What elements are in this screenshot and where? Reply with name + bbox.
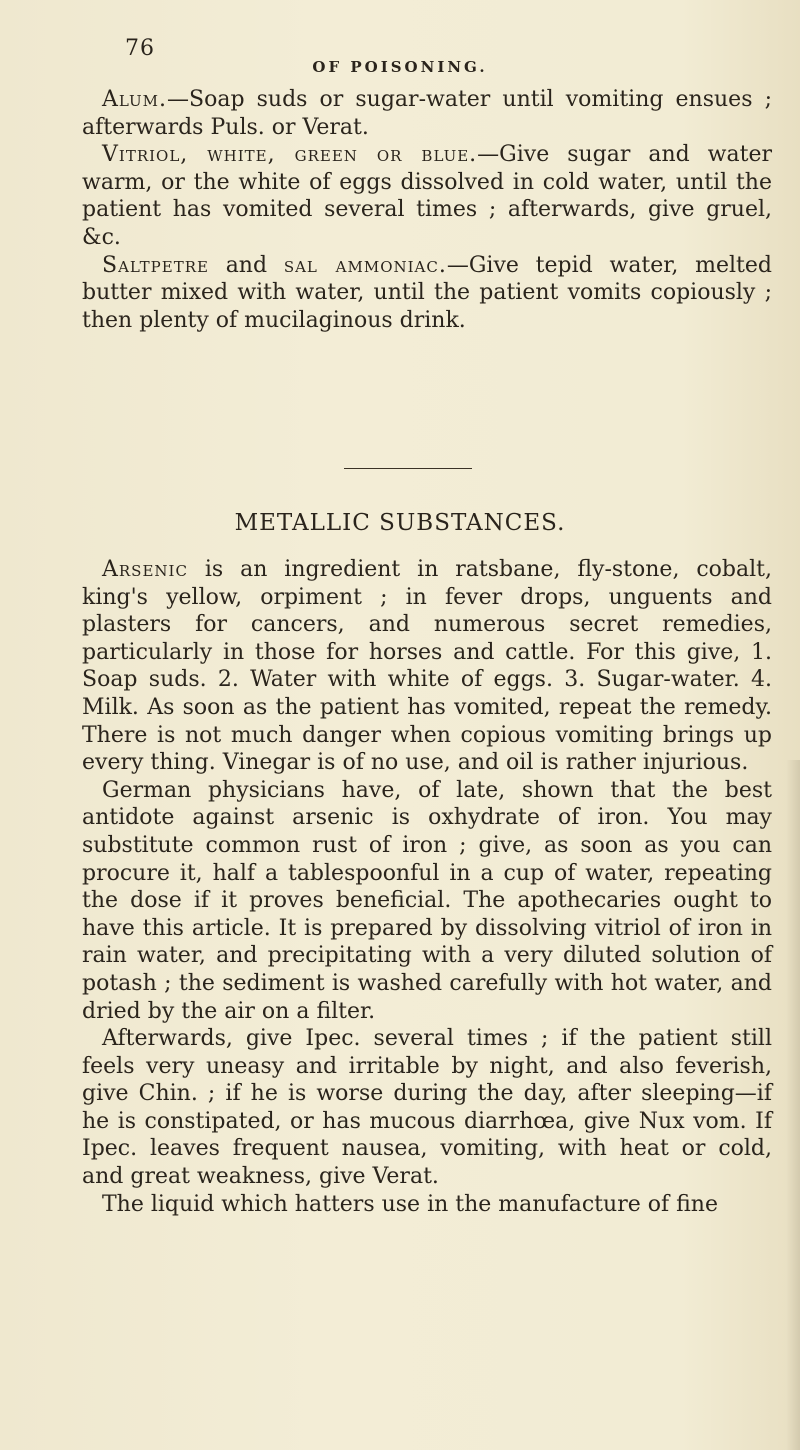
section-heading: METALLIC SUBSTANCES. [234, 510, 566, 536]
text-vitriol: —Give sugar and water warm, or the white of eggs dissolved in cold water, until the patient has vomited several times ; afterwards, give gruel, &c. [82, 142, 772, 250]
paragraph-arsenic [82, 556, 772, 777]
lead-vitriol: Vitriol, white, green or blue. [102, 142, 478, 168]
top-paragraphs [82, 86, 772, 334]
text-arsenic: is an ingredient in ratsbane, fly-stone, cobalt, king's yellow, orpiment ; in fever drops, unguents and plasters for cancers, and numerous secret remedies, particularly in those for horses and cattle. For this give, 1. Soap suds. 2. Water with white of eggs. 3. Sugar-water. 4. Milk. As soon as the patient has vomited, repeat the remedy. There is not much danger when copious vomiting brings up every thing. Vinegar is of no use, and oil is rather injurious. [82, 557, 772, 776]
paragraph-hatters: The liquid which hatters use in the manufacture of fine [102, 1191, 718, 1217]
paragraph-afterwards: Afterwards, give Ipec. several times ; if the patient still feels very uneasy and irritable by night, and also feverish, give Chin. ; if he is worse during the day, after sleeping—if he is constipated, or has mucous diarrhœa, give Nux vom. If Ipec. leaves frequent nausea, vomiting, with heat or cold, and great weakness, give Verat. [82, 1026, 772, 1190]
lead-saltpetre: Saltpetre [102, 252, 209, 278]
section-divider [344, 468, 472, 469]
mid-saltpetre: and [208, 252, 284, 278]
lead-sal-ammoniac: sal ammoniac. [283, 252, 447, 278]
lead-arsenic: Arsenic [102, 557, 188, 582]
text-alum: —Soap suds or sugar-water until vomiting ensues ; afterwards Puls. or Verat. [82, 87, 772, 140]
paragraph-alum [82, 86, 772, 141]
paragraph-german-physicians: German physicians have, of late, shown that the best antidote against arsenic is oxhydrate of iron. You may substitute common rust of iron ; give, as soon as you can procure it, half a tablespoonful in a cup of water, repeating the dose if it proves beneficial. The apothecaries ought to have this article. It is prepared by dissolving vitriol of iron in rain water, and precipitating with a very diluted solution of potash ; the sediment is washed carefully with hot water, and dried by the air on a filter. [82, 777, 772, 1024]
paragraph-vitriol [82, 141, 772, 251]
page-number: 76 [125, 36, 155, 61]
running-head: OF POISONING. [312, 58, 488, 76]
lead-alum: Alum. [102, 87, 168, 112]
metallic-paragraphs [82, 556, 772, 1218]
paragraph-saltpetre [82, 252, 772, 335]
text-saltpetre: —Give tepid water, melted butter mixed with water, until the patient vomits copiously ; then plenty of mucilaginous drink. [82, 252, 773, 333]
page-edge-shadow [786, 760, 800, 1450]
